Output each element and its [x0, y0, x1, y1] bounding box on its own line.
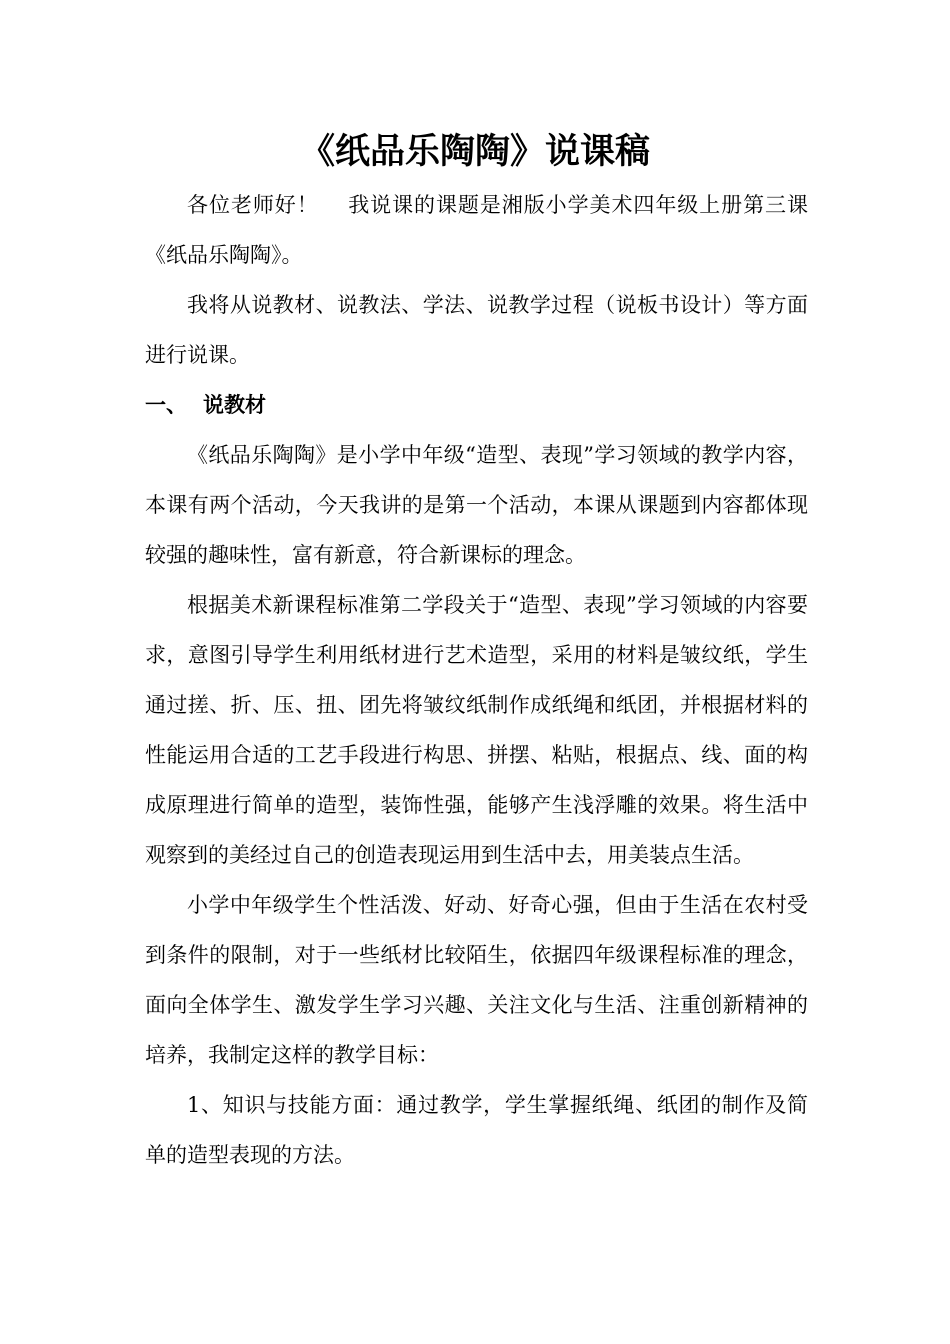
paragraph-textbook-intro: 《纸品乐陶陶》是小学中年级“造型、表现”学习领域的教学内容，本课有两个活动，今天我讲的是第一个活动，本课从课题到内容都体现较强的趣味性，富有新意，符合新课标的理念。	[145, 443, 808, 567]
section-title: 说教材	[203, 392, 266, 417]
section-number: 一、	[145, 392, 187, 417]
section-heading	[145, 380, 808, 430]
paragraph-students: 小学中年级学生个性活泼、好动、好奇心强，但由于生活在农村受到条件的限制，对于一些纸材比较陌生，依据四年级课程标准的理念，面向全体学生、激发学生学习兴趣、关注文化与生活、注重创新精神的培养，我制定这样的教学目标：	[145, 893, 808, 1067]
document-title: 《纸品乐陶陶》说课稿	[299, 131, 650, 172]
paragraph-curriculum: 根据美术新课程标准第二学段关于“造型、表现”学习领域的内容要求，意图引导学生利用纸材进行艺术造型，采用的材料是皱纹纸，学生通过搓、折、压、扭、团先将皱纹纸制作成纸绳和纸团，并根据材料的性能运用合适的工艺手段进行构思、拼摆、粘贴，根据点、线、面的构成原理进行简单的造型，装饰性强，能够产生浅浮雕的效果。将生活中观察到的美经过自己的创造表现运用到生活中去，用美装点生活。	[145, 593, 808, 867]
paragraph-greeting: 各位老师好！ 我说课的课题是湘版小学美术四年级上册第三课《纸品乐陶陶》。	[145, 193, 808, 267]
paragraph-objective-1: 1、知识与技能方面：通过教学，学生掌握纸绳、纸团的制作及简单的造型表现的方法。	[145, 1093, 808, 1167]
paragraph-outline: 我将从说教材、说教法、学法、说教学过程（说板书设计）等方面进行说课。	[145, 293, 808, 367]
document-body	[145, 180, 808, 1180]
